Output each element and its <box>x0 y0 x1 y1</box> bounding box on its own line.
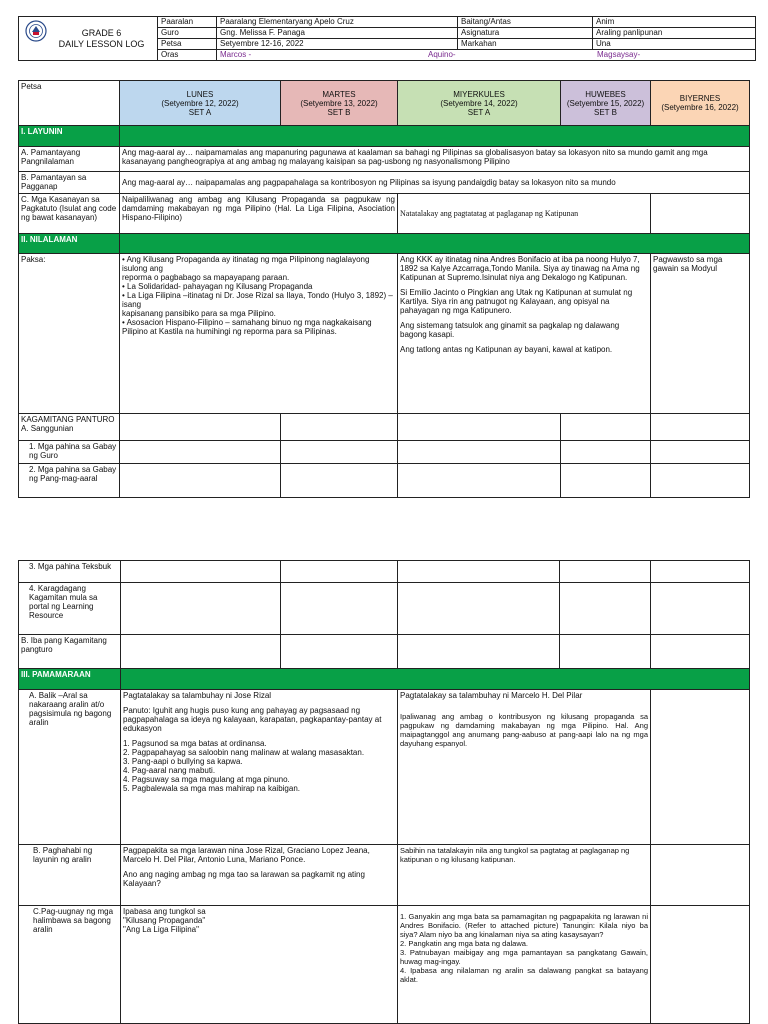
paksa-line: kapisanang pansibiko para sa mga Pilipino. <box>122 309 276 318</box>
section-layunin: I. LAYUNIN <box>19 126 120 147</box>
paksa-line: • Ang Kilusang Propaganda ay itinatag ng mga Pilipinong naglalayong isulong ang <box>122 255 370 273</box>
sanggunian-label: A. Sanggunian <box>21 424 74 433</box>
pag-uugnay-lunes <box>121 906 398 1024</box>
balik-aral-miyerkules <box>398 690 651 845</box>
day-name: BIYERNES <box>679 94 721 103</box>
gabay-mag-aaral-label: 2. Mga pahina sa Gabay ng Pang-mag-aaral <box>19 464 120 498</box>
empty-cell <box>281 583 398 635</box>
petsa-value: Setyembre 12-16, 2022 <box>217 39 458 50</box>
empty-cell <box>398 635 560 669</box>
empty-cell <box>398 414 561 441</box>
header-title-cell <box>19 17 158 61</box>
section-layunin-bar <box>120 126 750 147</box>
lesson-table-page2 <box>18 560 750 1024</box>
empty-cell <box>651 414 750 441</box>
day-name: MARTES <box>322 89 356 99</box>
balik-line: 4. Pagsuway sa mga magulang at mga pinuno. <box>123 775 290 784</box>
empty-cell <box>120 414 281 441</box>
section-pamamaraan: III. PAMAMARAAN <box>19 669 121 690</box>
balik-line: 5. Pagbalewala sa mga mas mahirap na kaibigan. <box>123 784 300 793</box>
iba-pang-label: B. Iba pang Kagamitang pangturo <box>19 635 121 669</box>
day-name: LUNES <box>186 89 214 99</box>
paksa-line: • La Solidaridad- pahayagan ng Kilusang Propaganda <box>122 282 313 291</box>
paghahabi-lunes <box>121 845 398 906</box>
header-table <box>18 16 756 61</box>
day-date: (Setyembre 12, 2022) <box>161 98 239 108</box>
asignatura-label: Asignatura <box>458 28 593 39</box>
balik-line: 2. Pagpapahayag sa saloobin nang malinaw at walang masasaktan. <box>123 748 365 757</box>
day-date: (Setyembre 13, 2022) <box>300 98 378 108</box>
oras-section-3: Magsaysay- <box>597 50 641 59</box>
empty-cell <box>561 464 651 498</box>
guro-label: Guro <box>158 28 217 39</box>
pamantayang-label: A. Pamantayang Pangnilalaman <box>19 147 120 172</box>
day-set: SET B <box>594 107 617 117</box>
paghahabi-line: Ano ang naging ambag ng mga tao sa larawan sa pagkamit ng ating Kalayaan? <box>123 870 365 888</box>
empty-cell <box>560 561 651 583</box>
kasanayan-label: C. Mga Kasanayan sa Pagkatuto (Isulat ang code ng bawat kasanayan) <box>19 194 120 234</box>
balik-aral-label: A. Balik –Aral sa nakaraang aralin at/o pagsisimula ng bagong aralin <box>19 690 121 845</box>
oras-label: Oras <box>158 50 217 61</box>
day-header-miyerkules <box>398 81 561 126</box>
balik-line: Panuto: Iguhit ang hugis puso kung ang pahayag ay pagsasaad ng pagpapahalaga sa ideya ng kalayaan, karapatan, pagkapantay-pantay at edukasyon <box>123 706 382 733</box>
paksa-line: • La Liga Filipina –itinatag ni Dr. Jose Rizal sa Ilaya, Tondo (Hulyo 3, 1892) –isang <box>122 291 393 309</box>
empty-cell <box>398 441 561 464</box>
empty-cell <box>281 414 398 441</box>
balik-line: 4. Pag-aaral nang mabuti. <box>123 766 216 775</box>
empty-cell <box>120 464 281 498</box>
empty-cell <box>120 441 281 464</box>
paksa-line: • Asosacion Hispano-Filipino – samahang binuo ng mga nagkakaisang Pilipino at Kastila na humihingi ng reporma para sa Pilipinas. <box>122 318 372 336</box>
pag-uugnay-miyerkules <box>398 906 651 1024</box>
karagdagang-label: 4. Karagdagang Kagamitan mula sa portal ng Learning Resource <box>19 583 121 635</box>
empty-cell <box>651 561 750 583</box>
empty-cell <box>121 635 281 669</box>
empty-cell <box>561 414 651 441</box>
paaralan-value: Paaralang Elementaryang Apelo Cruz <box>217 17 458 28</box>
empty-cell <box>651 583 750 635</box>
lesson-table-page1 <box>18 80 750 498</box>
oras-section-2: Aquino- <box>428 50 456 59</box>
guro-value: Gng. Melissa F. Panaga <box>217 28 458 39</box>
balik-line: Pagtatalakay sa talambuhay ni Jose Rizal <box>123 691 272 700</box>
day-header-lunes <box>120 81 281 126</box>
paksa-label: Paksa: <box>19 254 120 414</box>
markahan-value: Una <box>593 39 756 50</box>
day-date: (Setyembre 16, 2022) <box>661 103 739 112</box>
paksa-lunes <box>120 254 398 414</box>
balik-line: 1. Pagsunod sa mga batas at ordinansa. <box>123 739 267 748</box>
paksa-paragraph: Si Emilio Jacinto o Pingkian ang Utak ng Katipunan at sumulat ng Kartilya. Siya rin ang patnugot ng Kalayaan, ang opisyal na pahayagan ng mga Katipunero. <box>400 288 633 315</box>
pagganap-text: Ang mag-aaral ay… naipapamalas ang pagpapahalaga sa kontribosyon ng Pilipinas sa isyung pandaigdig batay sa lokasyon nito sa mundo <box>120 172 750 194</box>
empty-cell <box>651 441 750 464</box>
balik-line: 3. Pang-aapi o bullying sa kapwa. <box>123 757 243 766</box>
section-pamamaraan-bar <box>121 669 750 690</box>
paksa-paragraph: Ang KKK ay itinatag nina Andres Bonifacio at iba pa noong Hulyo 7, 1892 sa Kalye Azcarraga,Tondo Manila. Siya ay tinawag na Ama ng Katipunan at Supremo.Isinulat niya ang Dekalogo ng Katipunan. <box>400 255 640 282</box>
empty-cell <box>651 635 750 669</box>
empty-cell <box>560 635 651 669</box>
pag-uugnay-step: 2. Pangkatin ang mga bata ng dalawa. <box>400 939 529 948</box>
day-set: SET A <box>188 107 212 117</box>
asignatura-value: Araling panlipunan <box>593 28 756 39</box>
empty-cell <box>398 561 560 583</box>
paksa-line: reporma o pagbabago sa mapayapang paraan. <box>122 273 290 282</box>
pag-uugnay-step: 3. Patnubayan maibigay ang mga pamantayan sa pangkatang Gawain, huwag mag-ingay. <box>400 948 648 966</box>
oras-values <box>217 50 756 61</box>
paghahabi-line: Pagpapakita sa mga larawan nina Jose Rizal, Graciano Lopez Jeana, Marcelo H. Del Pilar, Antonio Luna, Mariano Ponce. <box>123 846 370 864</box>
empty-cell <box>281 441 398 464</box>
paksa-paragraph: Ang tatlong antas ng Katipunan ay bayani, kawal at katipon. <box>400 345 613 354</box>
baitang-label: Baitang/Antas <box>458 17 593 28</box>
empty-cell <box>281 464 398 498</box>
day-header-biyernes <box>651 81 750 126</box>
empty-cell <box>121 583 281 635</box>
empty-cell <box>398 583 560 635</box>
paksa-miyerkules <box>398 254 651 414</box>
teksbuk-label: 3. Mga pahina Teksbuk <box>19 561 121 583</box>
day-header-huwebes <box>561 81 651 126</box>
empty-cell <box>121 561 281 583</box>
petsa-col-label: Petsa <box>19 81 120 126</box>
pag-uugnay-step: 1. Ganyakin ang mga bata sa pamamagitan ng pagpapakita ng larawan ni Andres Bonifacio. (Refer to attached picture) Tanungin: Kilala niyo ba siya? Alam niyo ba ang kinalaman niya sa ating kasaysayan? <box>400 912 648 939</box>
paghahabi-label: B. Paghahabi ng layunin ng aralin <box>19 845 121 906</box>
paghahabi-miyerkules: Sabihin na tatalakayin nila ang tungkol sa pagtatag at paglaganap ng katipunan o ng kilusang katipunan. <box>398 845 651 906</box>
empty-cell <box>651 845 750 906</box>
day-header-martes <box>281 81 398 126</box>
kasanayan-lunes: Naipaliliwanag ang ambag ang Kilusang Propaganda sa pagpukaw ng damdaming makabayan ng mga Pilipino (Hal. La Liga Filipina, Asociation Hispano-Filipino) <box>120 194 398 234</box>
markahan-label: Markahan <box>458 39 593 50</box>
empty-cell <box>651 906 750 1024</box>
baitang-value: Anim <box>593 17 756 28</box>
day-set: SET A <box>467 107 491 117</box>
empty-cell <box>398 464 561 498</box>
pag-uugnay-line: "Kilusang Propaganda" <box>123 916 206 925</box>
grade-label: GRADE 6 <box>81 27 122 38</box>
balik-aral-lunes <box>121 690 398 845</box>
day-name: HUWEBES <box>585 89 626 99</box>
pamantayang-text: Ang mag-aaral ay… naipamamalas ang mapanuring pagunawa at kaalaman sa bahagi ng Pilipinas sa globalisasyon batay sa lokasyon nito sa mundo gamit ang mga kasanayang pangheograpiya at ang ambag ng malayang kaisipan sa pag-usbong ng nasyonalismong Pilipino <box>120 147 750 172</box>
paksa-paragraph: Ang sistemang tatsulok ang ginamit sa pagkalap ng dalawang bagong kasapi. <box>400 321 620 339</box>
section-nilalaman-bar <box>120 234 750 254</box>
day-set: SET B <box>327 107 351 117</box>
kasanayan-biyernes <box>651 194 750 234</box>
pag-uugnay-line: "Ang La Liga Filipina" <box>123 925 199 934</box>
empty-cell <box>651 464 750 498</box>
kagamitan-heading: KAGAMITANG PANTURO <box>21 415 115 424</box>
day-name: MIYERKULES <box>453 89 505 99</box>
balik-line: Pagtatalakay sa talambuhay ni Marcelo H. Del Pilar <box>400 691 583 700</box>
paaralan-label: Paaralan <box>158 17 217 28</box>
balik-line: Ipaliwanag ang ambag o kontribusyon ng kilusang propaganda sa pagpukaw ng damdaming makabayan ng mga Pilipino. Hal. Ang maipagtanggol ang anumang pang-aabuso at pang-aapi lalo na ng mga dayuhang espanyol. <box>400 712 648 748</box>
pag-uugnay-label: C.Pag-uugnay ng mga halimbawa sa bagong aralin <box>19 906 121 1024</box>
kagamitan-label <box>19 414 120 441</box>
oras-section-1: Marcos - <box>220 50 252 59</box>
empty-cell <box>281 561 398 583</box>
empty-cell <box>281 635 398 669</box>
day-date: (Setyembre 15, 2022) <box>566 98 645 108</box>
log-title: DAILY LESSON LOG <box>58 38 145 49</box>
empty-cell <box>560 583 651 635</box>
pag-uugnay-line: Ipabasa ang tungkol sa <box>123 907 206 916</box>
kasanayan-miyerkules: Natatalakay ang pagtatatag at paglaganap ng Katipunan <box>398 194 651 234</box>
empty-cell <box>651 690 750 845</box>
pag-uugnay-step: 4. Ipabasa ang nilalaman ng aralin sa dalawang pangkat sa batayang aklat. <box>400 966 648 984</box>
empty-cell <box>561 441 651 464</box>
pagganap-label: B. Pamantayan sa Pagganap <box>19 172 120 194</box>
section-nilalaman: II. NILALAMAN <box>19 234 120 254</box>
petsa-label: Petsa <box>158 39 217 50</box>
paksa-biyernes: Pagwawsto sa mga gawain sa Modyul <box>651 254 750 414</box>
gabay-guro-label: 1. Mga pahina sa Gabay ng Guro <box>19 441 120 464</box>
day-date: (Setyembre 14, 2022) <box>440 98 518 108</box>
